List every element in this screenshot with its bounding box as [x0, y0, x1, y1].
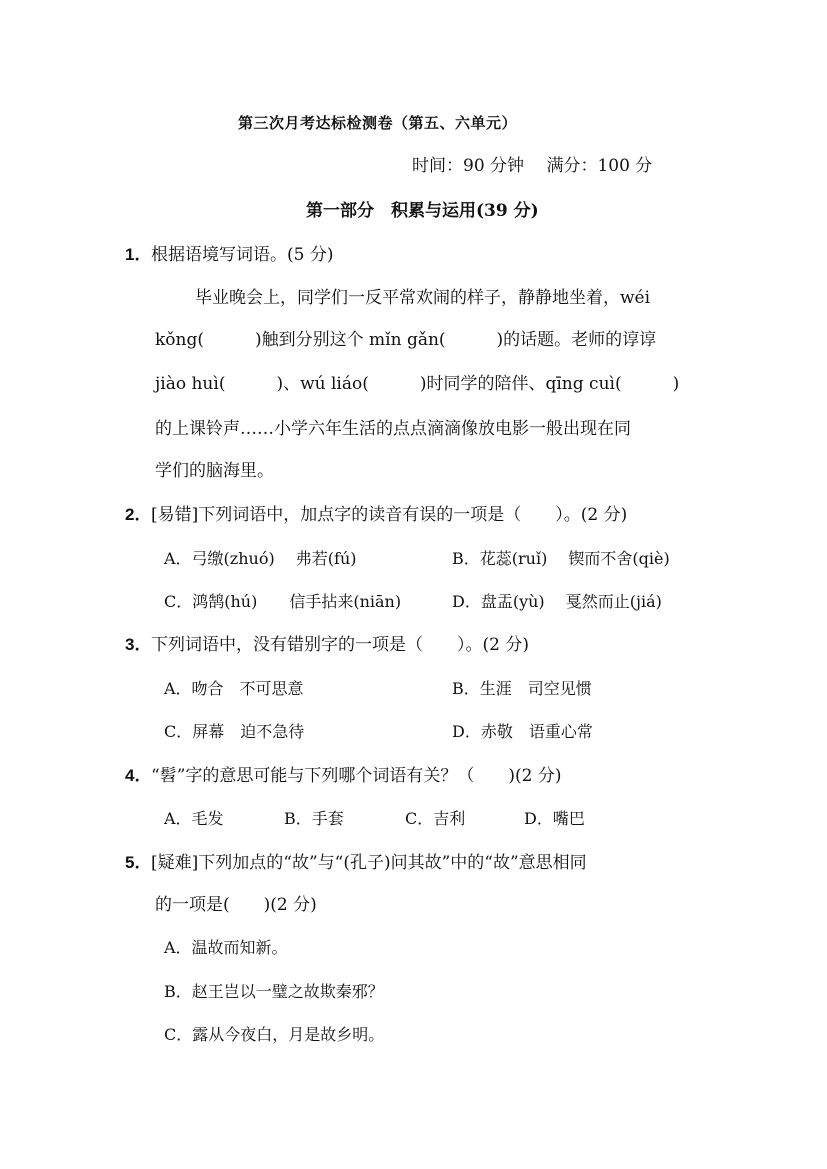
question-stem: [易错]下列词语中，加点字的读音有误的一项是（ ）。(2 分) [151, 505, 628, 525]
q1-passage-line: 的上课铃声……小学六年生活的点点滴滴像放电影一般出现在同 [155, 419, 631, 439]
q4-option-c: C．吉利 [405, 809, 466, 828]
question-number: 1． [125, 245, 152, 264]
q2-option-d: D．盘盂(yù) 戛然而止(jiá) [452, 592, 662, 611]
question-2 [125, 500, 627, 525]
q2-option-b: B．花蕊(ruǐ) 锲而不舍(qiè) [452, 549, 670, 568]
q2-option-a: A．弓缴(zhuó) 弗若(fú) [164, 549, 357, 568]
q5-option-b: B．赵王岂以一璧之故欺秦邪？ [164, 982, 384, 1001]
q3-option-c: C．屏幕 迫不急待 [164, 722, 305, 741]
q2-option-c: C．鸿鹄(hú) 信手拈来(niān) [164, 592, 402, 611]
section-title: 第一部分 积累与运用(39 分) [306, 201, 539, 221]
q5-option-c: C．露从今夜白，月是故乡明。 [164, 1025, 385, 1044]
q3-option-a: A．吻合 不可思意 [164, 679, 304, 698]
question-1 [125, 240, 333, 265]
question-stem: 根据语境写词语。(5 分) [151, 245, 334, 265]
q4-option-a: A．毛发 [164, 809, 224, 828]
q4-option-b: B．手套 [284, 809, 344, 828]
q3-option-b: B．生涯 司空见惯 [452, 679, 592, 698]
question-stem: 下列词语中，没有错别字的一项是（ ）。(2 分) [151, 635, 529, 655]
q1-passage-line: kǒng( )触到分别这个 mǐn gǎn( )的话题。老师的谆谆 [155, 330, 657, 350]
question-number: 2． [125, 505, 152, 524]
q1-passage-line: 学们的脑海里。 [155, 461, 274, 481]
question-number: 5． [125, 853, 152, 872]
question-number: 4． [125, 766, 152, 785]
question-5 [125, 848, 587, 873]
q1-passage-line: 毕业晚会上，同学们一反平常欢闹的样子，静静地坐着，wéi [195, 288, 651, 308]
q3-option-d: D．赤敬 语重心常 [452, 722, 593, 741]
question-4 [125, 761, 562, 786]
question-3 [125, 630, 529, 655]
q5-option-a: A．温故而知新。 [164, 938, 288, 957]
question-5-stem-continued: 的一项是( )(2 分) [155, 895, 317, 915]
q1-passage-line: jiào huì( )、wú liáo( )时同学的陪伴、qīng cuì( ) [155, 374, 680, 394]
q4-option-d: D．嘴巴 [524, 809, 585, 828]
question-stem: [疑难]下列加点的“故”与“(孔子)问其故”中的“故”意思相同 [151, 853, 587, 873]
exam-title: 第三次月考达标检测卷（第五、六单元） [238, 114, 518, 132]
question-number: 3． [125, 635, 152, 654]
exam-time-score: 时间：90 分钟 满分：100 分 [412, 156, 653, 176]
question-stem: “髫”字的意思可能与下列哪个词语有关？（ )(2 分) [151, 766, 562, 786]
